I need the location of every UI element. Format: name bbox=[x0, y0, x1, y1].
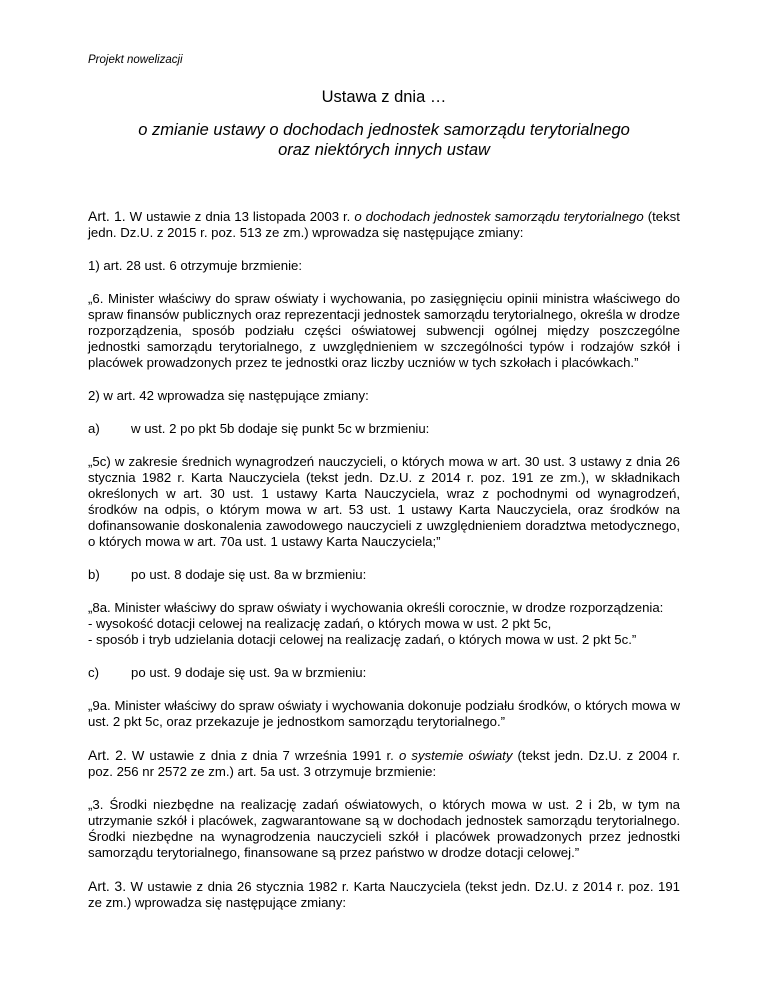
art1-quote-1: „6. Minister właściwy do spraw oświaty i wychowania, po zasięgnięciu opinii ministra właściwego do spraw finansów publicznych oraz reprezentacji jednostek samorządu terytorialnego, określa w drodze rozporządzenia, sposób podziału części oświatowej subwencji ogólnej między poszczególne jednostki samorządu terytorialnego, z uwzględnieniem w szczególności typów i rodzajów szkół i placówek prowadzonych przez te jednostki oraz liczby uczniów w tych szkołach i placówkach.” bbox=[88, 291, 680, 370]
art2-act-title: o systemie oświaty bbox=[398, 748, 513, 763]
quote-b-line-1: „8a. Minister właściwy do spraw oświaty i wychowania określi corocznie, w drodze rozporządzenia: bbox=[88, 600, 664, 615]
art3-text: W ustawie z dnia 26 stycznia 1982 r. Karta Nauczyciela (tekst jedn. Dz.U. z 2014 r. poz. 191 ze zm.) wprowadza się następujące zmiany: bbox=[88, 879, 680, 910]
art1-text-b: (tekst jedn. Dz.U. z 2015 r. poz. 513 ze zm.) wprowadza się następujące zmiany: bbox=[88, 209, 680, 240]
art1-quote-c: „9a. Minister właściwy do spraw oświaty i wychowania dokonuje podziału środków, o których mowa w ust. 2 pkt 5c, oraz przekazuje je jednostkom samorządu terytorialnego.” bbox=[88, 698, 680, 729]
document-page bbox=[88, 52, 680, 911]
art1-item-2: 2) w art. 42 wprowadza się następujące zmiany: bbox=[88, 388, 369, 403]
art1-intro bbox=[88, 208, 680, 241]
art1-text-a: W ustawie z dnia 13 listopada 2003 r. bbox=[129, 209, 351, 224]
quote-b-line-2: - wysokość dotacji celowej na realizację zadań, o których mowa w ust. 2 pkt 5c, bbox=[88, 616, 552, 631]
sub-c-label: c) bbox=[88, 665, 99, 680]
art2-label: Art. 2. bbox=[88, 747, 127, 763]
art2-intro bbox=[88, 747, 680, 780]
art2-quote: „3. Środki niezbędne na realizację zadań oświatowych, o których mowa w ust. 2 i 2b, w tym na utrzymanie szkół i placówek, zagwarantowane są w dochodach jednostek samorządu terytorialnego. Środki niezbędne na wynagrodzenia nauczycieli szkół i placówek prowadzonych przez jednostki samorządu terytorialnego, finansowane są przez państwo w drodze dotacji celowej.” bbox=[88, 797, 680, 860]
art1-sub-b bbox=[88, 567, 680, 583]
document-subtitle bbox=[88, 120, 680, 160]
art1-act-title: o dochodach jednostek samorządu terytorialnego bbox=[354, 209, 644, 224]
subtitle-line-2: oraz niektórych innych ustaw bbox=[278, 141, 490, 159]
subtitle-line-1: o zmianie ustawy o dochodach jednostek samorządu terytorialnego bbox=[138, 121, 630, 139]
sub-a-text: w ust. 2 po pkt 5b dodaje się punkt 5c w brzmieniu: bbox=[131, 421, 430, 436]
art1-quote-a: „5c) w zakresie średnich wynagrodzeń nauczycieli, o których mowa w art. 30 ust. 3 ustawy z dnia 26 stycznia 1982 r. Karta Nauczyciela (tekst jedn. Dz.U. z 2014 r. poz. 191 ze zm.), w składnikach określonych w art. 30 ust. 1 ustawy Karta Nauczyciela, wraz z pochodnymi od wynagrodzeń, środków na odpis, o którym mowa w art. 53 ust. 1 ustawy Karta Nauczyciela, oraz środków na dofinansowanie doskonalenia zawodowego nauczycieli z uwzględnieniem doradztwa metodycznego, o których mowa w art. 70a ust. 1 ustawy Karta Nauczyciela;” bbox=[88, 454, 680, 549]
sub-b-text: po ust. 8 dodaje się ust. 8a w brzmieniu: bbox=[131, 567, 367, 582]
art1-quote-b bbox=[88, 600, 680, 648]
art2-text-b: (tekst jedn. Dz.U. z 2004 r. poz. 256 nr 2572 ze zm.) art. 5a ust. 3 otrzymuje brzmienie: bbox=[88, 748, 680, 779]
document-title: Ustawa z dnia … bbox=[321, 88, 447, 106]
sub-c-text: po ust. 9 dodaje się ust. 9a w brzmieniu: bbox=[131, 665, 367, 680]
art3-label: Art. 3. bbox=[88, 878, 127, 894]
art3-intro bbox=[88, 878, 680, 911]
art1-sub-c bbox=[88, 665, 680, 681]
quote-b-line-3: - sposób i tryb udzielania dotacji celowej na realizację zadań, o których mowa w ust. 2 pkt 5c.” bbox=[88, 632, 637, 647]
art1-label: Art. 1. bbox=[88, 208, 126, 224]
art2-text-a: W ustawie z dnia z dnia 7 września 1991 r. bbox=[131, 748, 394, 763]
sub-a-label: a) bbox=[88, 421, 100, 436]
art1-item-1: 1) art. 28 ust. 6 otrzymuje brzmienie: bbox=[88, 258, 303, 273]
sub-b-label: b) bbox=[88, 567, 100, 582]
art1-sub-a bbox=[88, 421, 680, 437]
draft-note: Projekt nowelizacji bbox=[88, 54, 183, 66]
